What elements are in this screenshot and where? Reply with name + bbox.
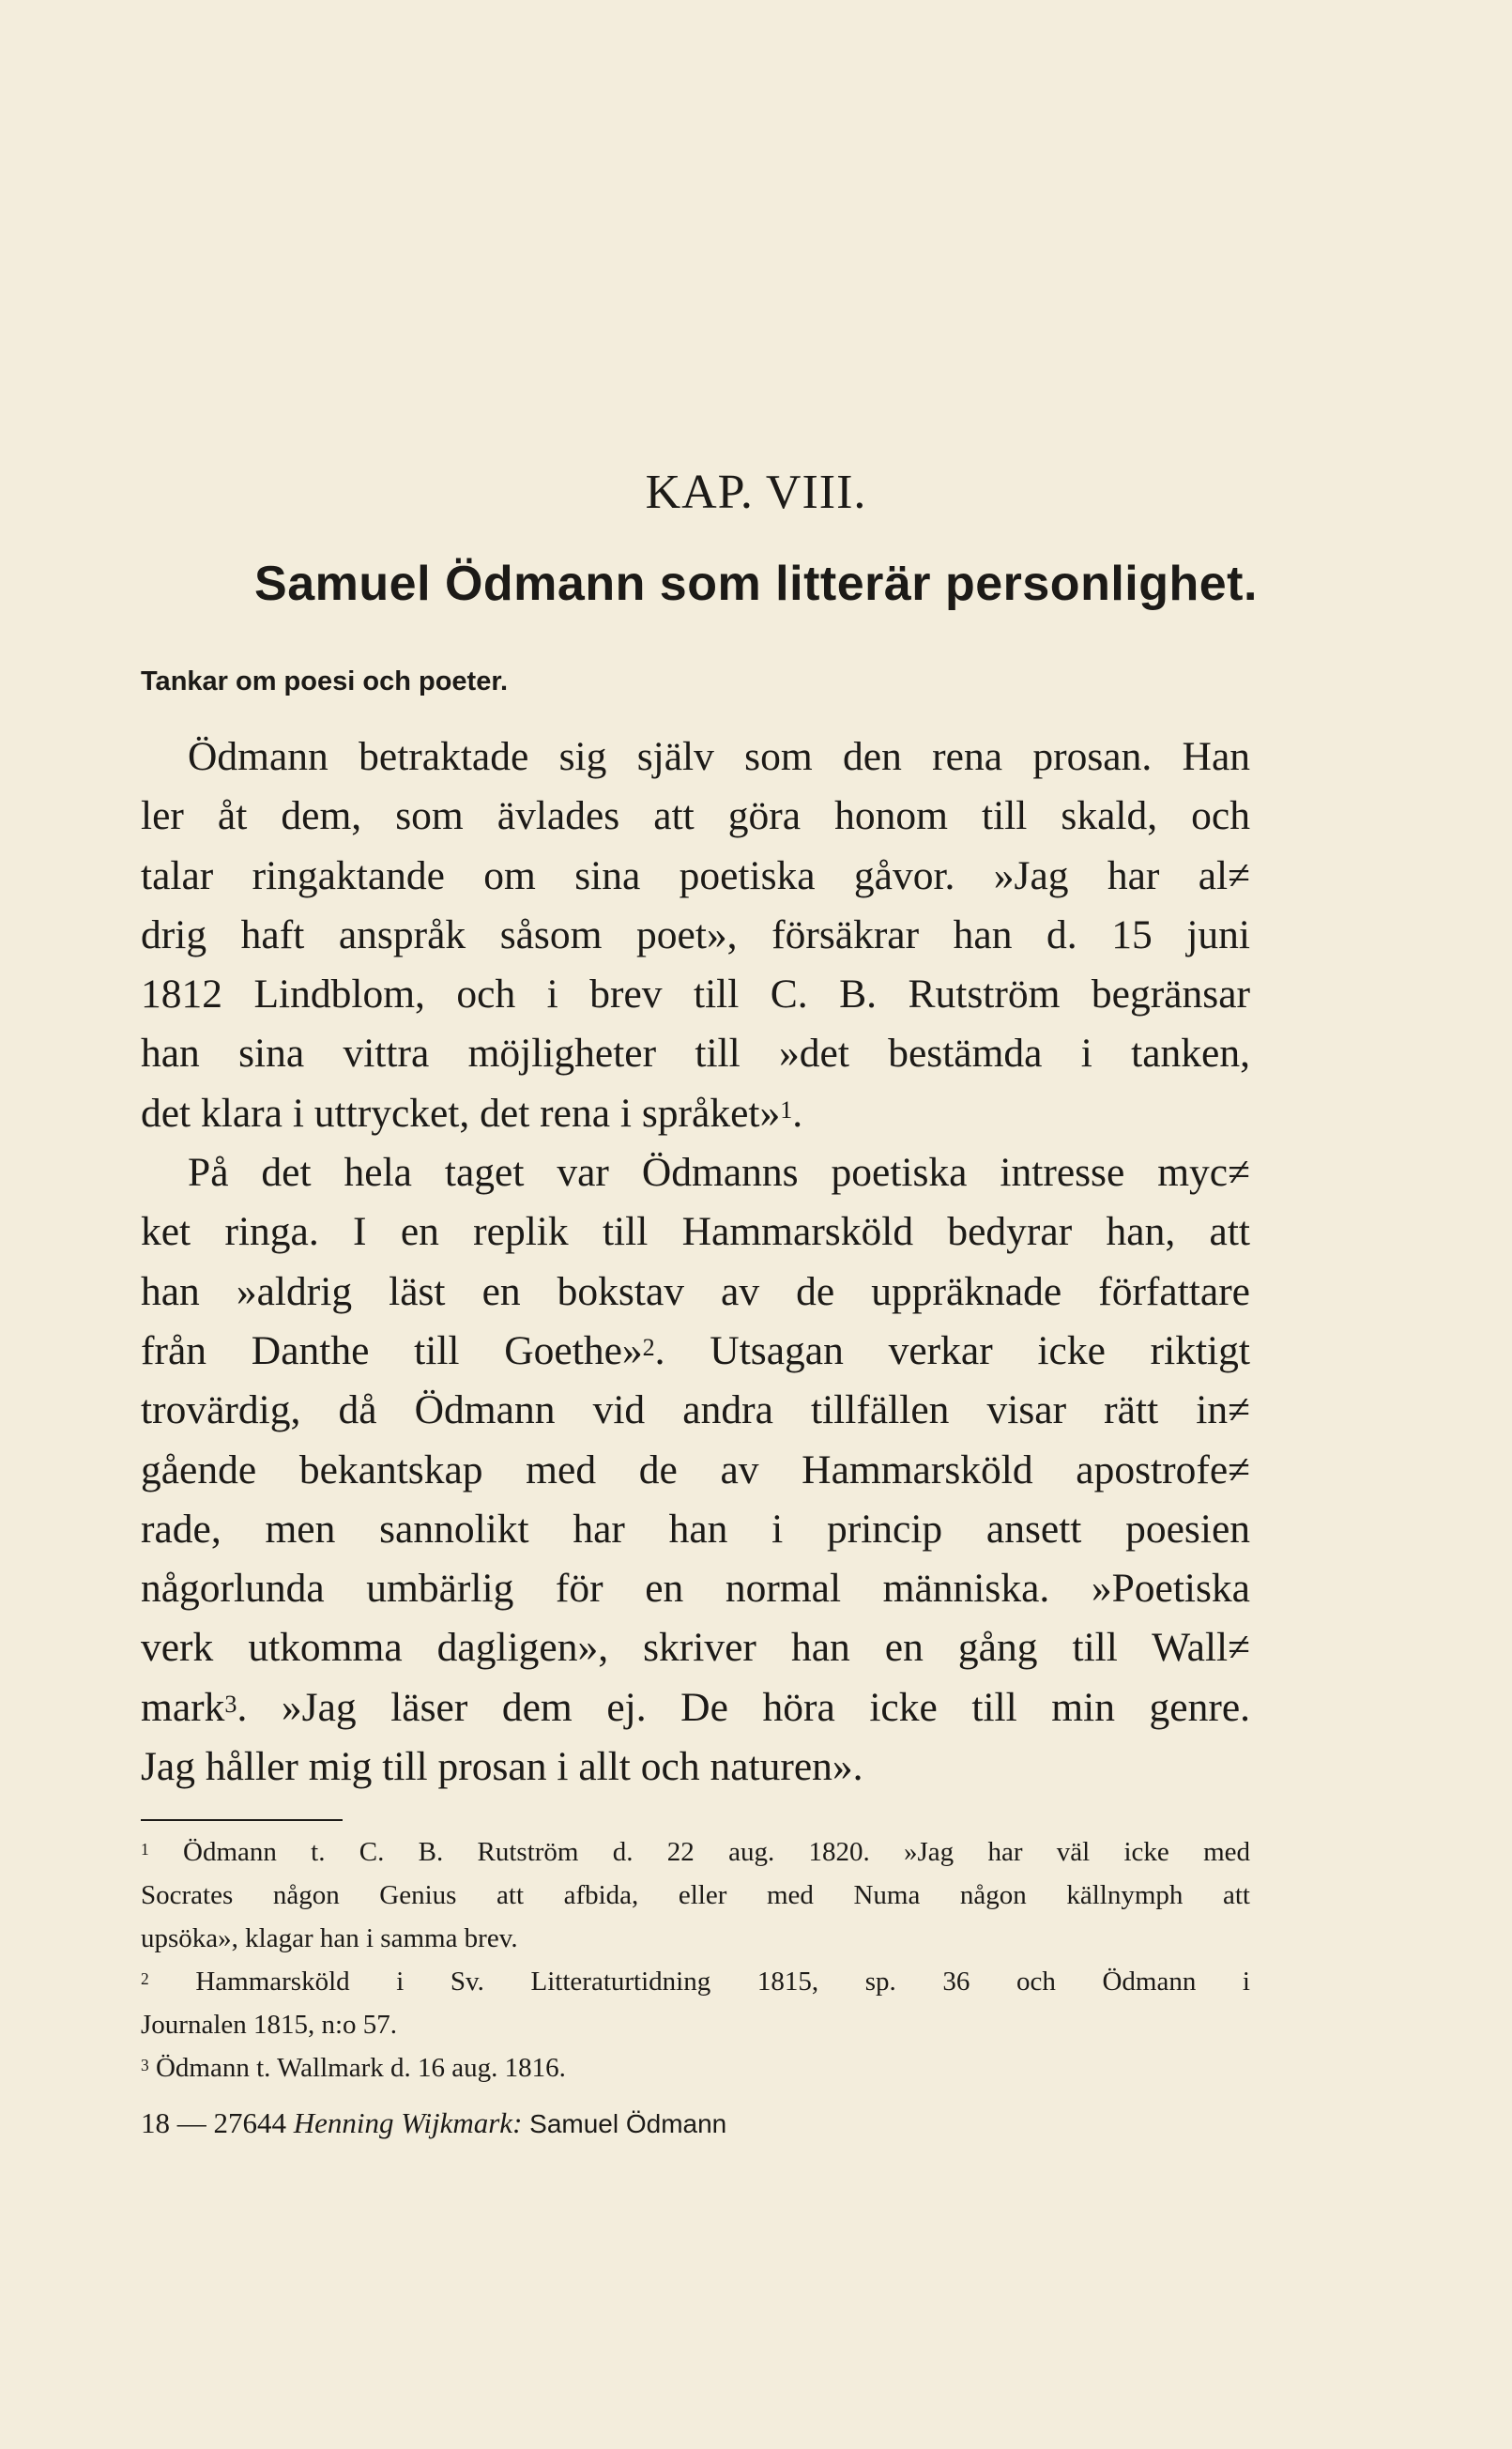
footnote-line: Socrates någon Genius att afbida, eller med Numa någon källnymph att <box>141 1880 1250 1910</box>
chapter-title: Samuel Ödmann som litterär personlighet. <box>254 557 1258 611</box>
body-line: verk utkomma dagligen», skriver han en gång till Wall≠ <box>141 1625 1250 1671</box>
body-line-tail: . <box>792 1090 803 1136</box>
body-line: ket ringa. I en replik till Hammarsköld bedyrar han, att <box>141 1209 1250 1255</box>
footnote-number: 3 <box>141 2055 149 2074</box>
footnote-line <box>141 2046 1250 2089</box>
footnotes <box>141 1830 1250 2089</box>
body-line: han »aldrig läst en bokstav av de uppräknade författare <box>141 1268 1250 1314</box>
body-line <box>141 1678 1250 1737</box>
footnote-text: Ödmann t. C. B. Rutström d. 22 aug. 1820. »Jag har väl icke med <box>183 1837 1251 1867</box>
footnote-divider <box>141 1819 343 1821</box>
body-line <box>141 1322 1250 1381</box>
print-signature: 18 — 27644 <box>141 2106 286 2139</box>
body-line: rade, men sannolikt har han i princip ansett poesien <box>141 1506 1250 1552</box>
footnote-number: 2 <box>141 1968 149 1988</box>
body-line-text: från Danthe till Goethe» <box>141 1327 643 1373</box>
body-line: ler åt dem, som ävlades att göra honom till skald, och <box>141 793 1250 839</box>
footnote-ref: 3 <box>224 1690 237 1718</box>
body-line: På det hela taget var Ödmanns poetiska intresse myc≠ <box>188 1150 1250 1196</box>
footnote-line: Journalen 1815, n:o 57. <box>141 2010 398 2040</box>
body-line: drig haft anspråk såsom poet», försäkrar han d. 15 juni <box>141 911 1250 957</box>
footnote-number: 1 <box>141 1839 149 1859</box>
body-line: talar ringaktande om sina poetiska gåvor. »Jag har al≠ <box>141 852 1250 898</box>
body-line: Ödmann betraktade sig själv som den rena prosan. Han <box>188 734 1250 779</box>
footnote-ref: 1 <box>780 1095 793 1124</box>
chapter-heading: KAP. VIII. <box>645 466 867 519</box>
body-line: någorlunda umbärlig för en normal människa. »Poetiska <box>141 1566 1250 1612</box>
body-line: Jag håller mig till prosan i allt och naturen». <box>141 1744 863 1790</box>
footnote-line <box>141 1960 1250 2003</box>
body-text <box>141 727 1250 1797</box>
body-line-tail: . Utsagan verkar icke riktigt <box>654 1327 1250 1373</box>
footer-work-title: Samuel Ödmann <box>529 2109 727 2138</box>
body-line: gående bekantskap med de av Hammarsköld apostrofe≠ <box>141 1446 1250 1492</box>
footnote-ref: 2 <box>642 1333 655 1361</box>
body-line: han sina vittra möjligheter till »det bestämda i tanken, <box>141 1031 1250 1077</box>
footnote-text: Hammarsköld i Sv. Litteraturtidning 1815, sp. 36 och Ödmann i <box>195 1967 1250 1997</box>
section-subheading: Tankar om poesi och poeter. <box>141 666 509 696</box>
footnote-line <box>141 1830 1250 1874</box>
footnote-text: Ödmann t. Wallmark d. 16 aug. 1816. <box>155 2053 566 2083</box>
body-line-text: mark <box>141 1684 225 1730</box>
footnote-line: upsöka», klagar han i samma brev. <box>141 1923 518 1953</box>
body-line: trovärdig, då Ödmann vid andra tillfällen visar rätt in≠ <box>141 1387 1250 1433</box>
body-line <box>141 1084 1250 1143</box>
body-line: 1812 Lindblom, och i brev till C. B. Rutström begränsar <box>141 972 1250 1018</box>
body-line-text: det klara i uttrycket, det rena i språket» <box>141 1090 781 1136</box>
footer-author: Henning Wijkmark: <box>293 2106 523 2139</box>
body-line-tail: . »Jag läser dem ej. De höra icke till min genre. <box>237 1684 1250 1730</box>
page-footer <box>141 2106 726 2140</box>
